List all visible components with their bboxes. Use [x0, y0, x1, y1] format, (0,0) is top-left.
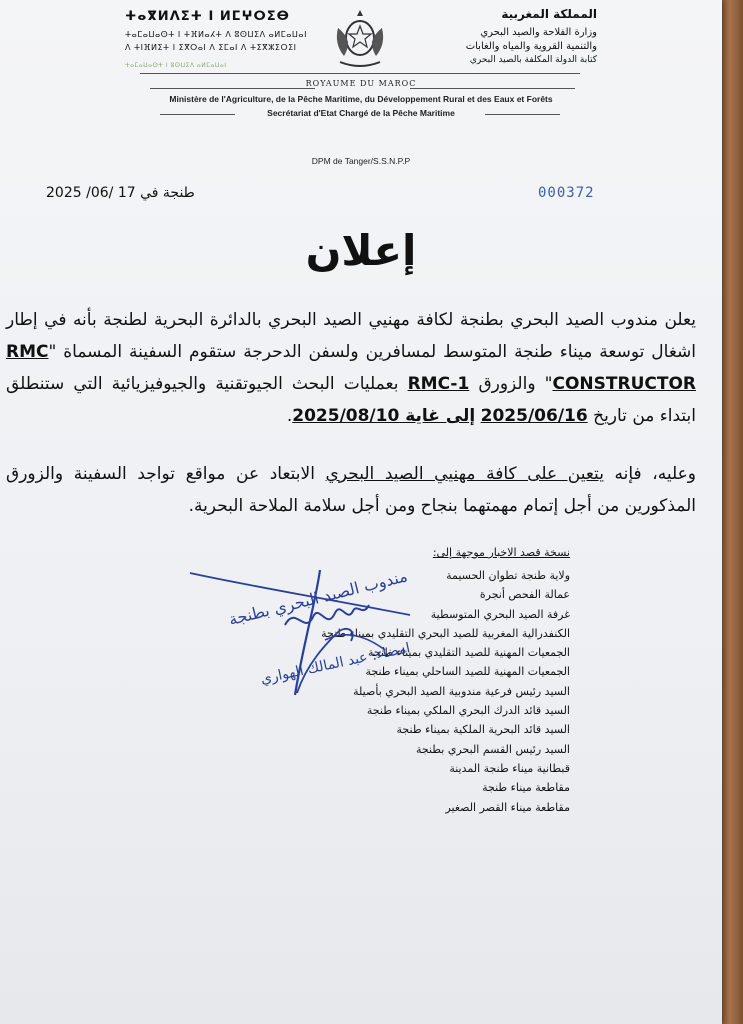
announcement-paragraph-1: [6, 304, 696, 432]
paragraph-1-part1: يعلن مندوب الصيد البحري بطنجة لكافة مهنيي الصيد البحري بالدائرة البحرية لطنجة بأنه في إطار اشغال توسعة ميناء طنجة المتوسط لمسافرين ولسفن الدحرجة ستقوم السفينة المسماة ": [6, 310, 696, 362]
tifinagh-header-line3: ⴷ ⵜⵏⴼⵍⵉⵜ ⵏ ⵉⴳⵔⴰⵏ ⴷ ⵉⵎⴰⵏ ⴷ ⵜⵉⴳⵣⵉⵔⵉⵏ: [125, 43, 297, 52]
announcement-paragraph-2: [6, 458, 696, 522]
header-rule-top: [140, 73, 580, 74]
paragraph-2-part1: وعليه، فإنه: [603, 464, 696, 484]
tifinagh-header-line1: ⵜⴰⴳⵍⴷⵉⵜ ⵏ ⵍⵎⵖⵔⵉⴱ: [125, 9, 290, 24]
list-item: السيد قائد البحرية الملكية بميناء طنجة: [396, 723, 570, 737]
secretariat-name: Secrétariat d'Etat Chargé de la Pêche Maritime: [267, 108, 455, 118]
stamp-signatory: امضاء: عبد المالك الهواري: [259, 640, 412, 688]
handwritten-signature: [185, 565, 415, 705]
list-item: السيد رئيس فرعية مندوبية الصيد البحري بأصيلة: [353, 684, 570, 698]
date-to: إلى غاية 2025/08/10: [292, 406, 476, 426]
moroccan-coat-of-arms-icon: [330, 8, 390, 70]
list-item: الجمعيات المهنية للصيد الساحلي بميناء طنجة: [365, 665, 570, 679]
list-item: الجمعيات المهنية للصيد التقليدي بميناء طنجة: [368, 646, 570, 660]
arabic-header-line1: المملكة المغربية: [501, 7, 597, 21]
document-number: 000372: [538, 185, 595, 201]
date-line: طنجة في 17 /06/ 2025: [46, 185, 195, 201]
list-item: السيد قائد الدرك البحري الملكي بميناء طنجة: [366, 704, 570, 718]
vessel-name: RMC CONSTRUCTOR: [6, 342, 696, 394]
list-item: مقاطعة ميناء القصر الصغير: [445, 800, 570, 814]
paragraph-2-part2: الابتعاد عن مواقع تواجد السفينة والزورق المذكورين من أجل إتمام مهمتهما بنجاح ومن أجل سلامة الملاحة البحرية.: [6, 464, 696, 516]
paragraph-2-emphasis: يتعين على كافة مهنيي الصيد البحري: [325, 464, 604, 484]
list-item: ولاية طنجة تطوان الحسيمة: [446, 569, 570, 582]
reference-code: DPM de Tanger/S.S.N.P.P: [311, 156, 411, 166]
list-item: مقاطعة ميناء طنجة: [482, 781, 570, 795]
paragraph-1-part2: " والزورق: [469, 374, 553, 394]
paragraph-1-part3: بعمليات البحث الجيوتقنية والجيوفيزيائية التي ستنطلق ابتداء من تاريخ: [6, 374, 696, 426]
stamp-title: مندوب الصيد البحري بطنجة: [226, 566, 410, 630]
list-item: عمالة الفحص أنجرة: [479, 588, 570, 602]
tifinagh-header-line2: ⵜⴰⵎⴰⵡⴰⵙⵜ ⵏ ⵜⴼⵍⴰⵃⵜ ⴷ ⵓⵙⵡⵉⴷ ⴰⵍⵎⴰⵡⴰⵏ: [125, 30, 307, 39]
list-item: الكنفدرالية المغربية للصيد البحري التقليدي بميناء طنجة: [321, 626, 570, 640]
list-item: قبطانية ميناء طنجة المدينة: [449, 761, 570, 775]
arabic-header-line3: والتنمية القروية والمياه والغابات: [465, 41, 597, 52]
list-item: السيد رئيس القسم البحري بطنجة: [415, 742, 570, 756]
boat-name: RMC-1: [407, 374, 470, 394]
announcement-title: إعلان: [305, 226, 417, 275]
arabic-header-line2: وزارة الفلاحة والصيد البحري: [480, 27, 597, 38]
list-item: غرفة الصيد البحري المتوسطية: [430, 607, 570, 621]
tifinagh-header-line4: ⵜⴰⵎⴰⵡⴰⵙⵜ ⵏ ⵓⵙⵡⵉⴷ ⴰⵍⵎⴰⵡⴰⵏ: [125, 62, 227, 69]
header-rule-right: [410, 88, 575, 89]
royaume-du-maroc: ROYAUME DU MAROC: [305, 79, 417, 88]
date-from: 2025/06/16: [480, 406, 588, 426]
header-rule-left: [150, 88, 315, 89]
copy-recipients-label: نسخة قصد الاخبار موجهة إلى:: [432, 546, 570, 559]
ministry-name: Ministère de l'Agriculture, de la Pêche Maritime, du Développement Rural et des Eaux et Forêts: [169, 94, 553, 104]
paragraph-1-part5: .: [286, 406, 293, 426]
table-edge: [721, 0, 743, 1024]
arabic-header-line4: كتابة الدولة المكلفة بالصيد البحري: [469, 55, 597, 65]
